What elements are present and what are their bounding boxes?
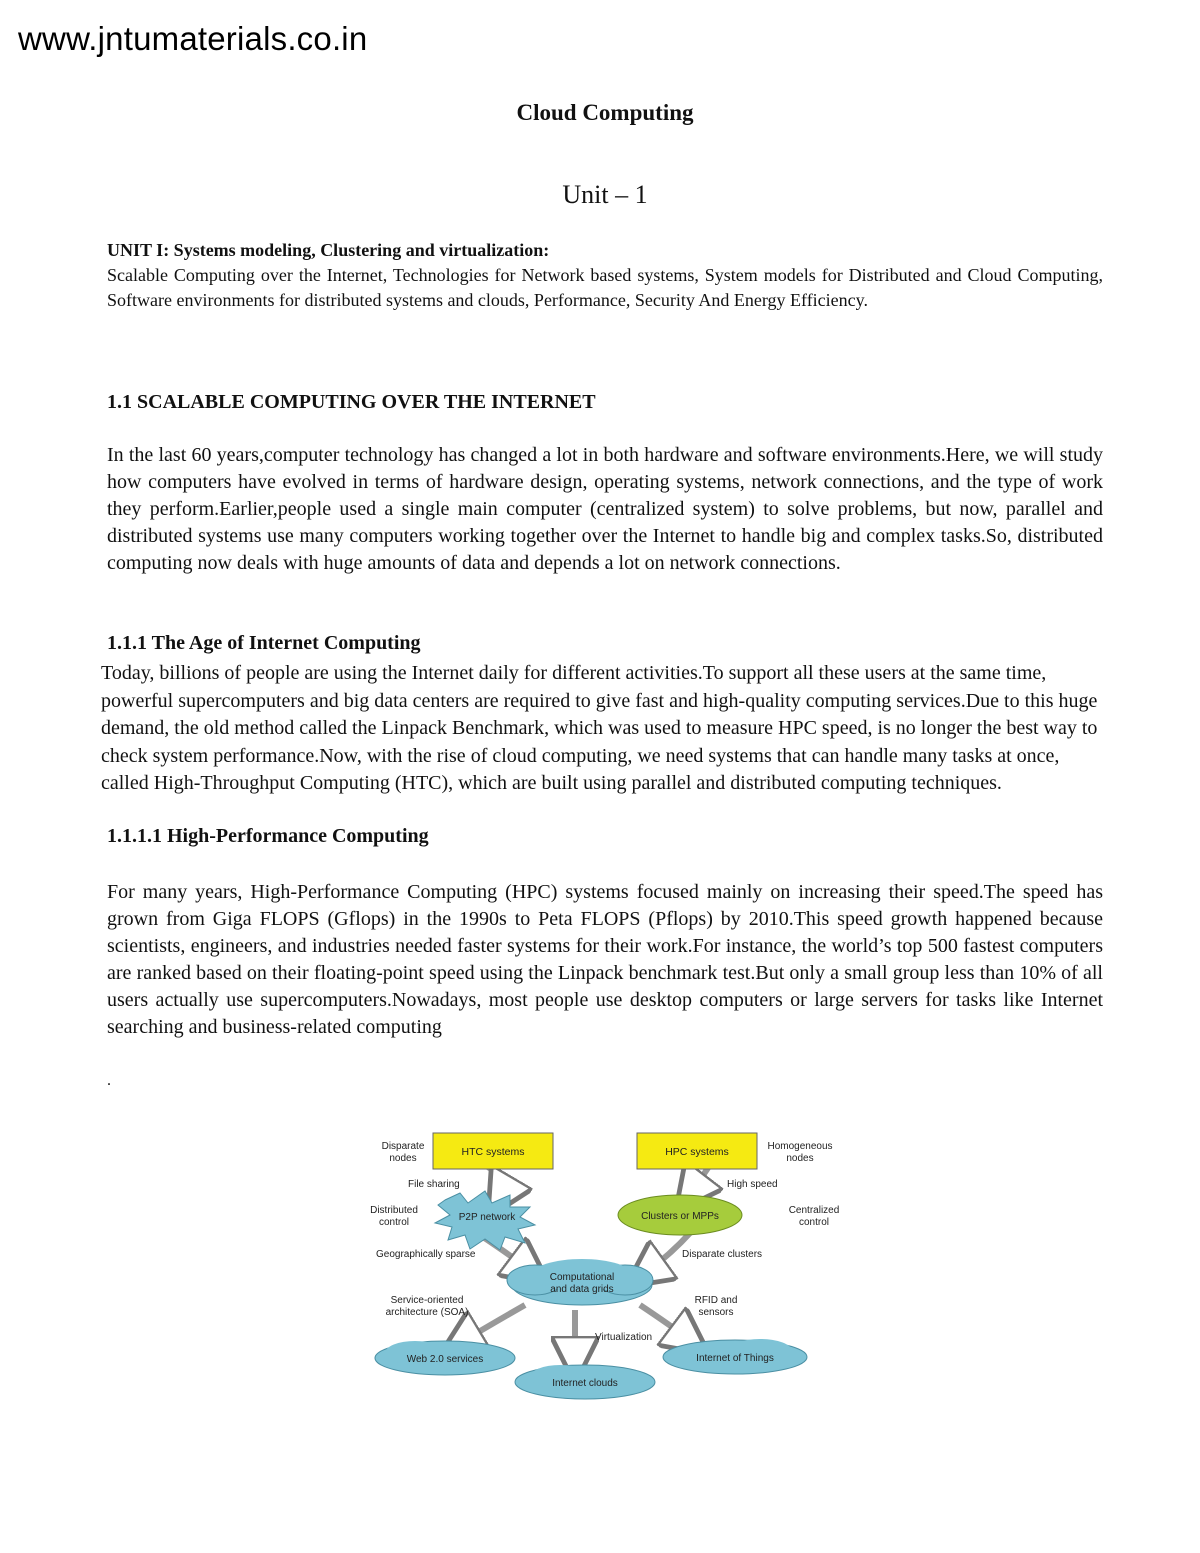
high-speed-label: High speed	[727, 1179, 778, 1190]
trailing-mark: .	[107, 1072, 111, 1089]
disparate-clusters-label: Disparate clusters	[682, 1249, 763, 1260]
hpc-systems-label: HPC systems	[665, 1146, 729, 1158]
arrow-grids-to-web20	[460, 1305, 525, 1343]
section-1-1-heading: 1.1 SCALABLE COMPUTING OVER THE INTERNET	[107, 391, 596, 413]
syllabus-heading: UNIT I: Systems modeling, Clustering and virtualization:	[107, 240, 550, 260]
section-1-1-1-1-text: For many years, High-Performance Computing (HPC) systems focused mainly on increasing their speed.The speed has grown from Giga FLOPS (Gflops) in the 1990s to Peta FLOPS (Pflops) by 2010.This speed growth happened because scientists, engineers, and industries needed faster systems for their work.For instance, the world’s top 500 fastest computers are ranked based on their floating-point speed using the Linpack benchmark test.But only a small group less than 10% of all users actually use supercomputers.Nowadays, most people use desktop computers or large servers for tasks like Internet searching and business-related computing	[107, 881, 1103, 1038]
computing-evolution-diagram	[360, 1125, 850, 1415]
homogeneous-nodes-label-2: nodes	[786, 1153, 814, 1164]
soa-label-2: architecture (SOA)	[385, 1307, 469, 1318]
disparate-nodes-label-1: Disparate	[381, 1141, 425, 1152]
disparate-nodes-label-2: nodes	[389, 1153, 417, 1164]
distributed-control-label-2: control	[378, 1217, 410, 1228]
distributed-control-label-1: Distributed	[370, 1205, 418, 1216]
virtualization-label: Virtualization	[595, 1332, 653, 1343]
soa-label-1: Service-oriented	[390, 1295, 464, 1306]
syllabus-topics: Scalable Computing over the Internet, Technologies for Network based systems, System models for Distributed and Cloud Computing, Software environments for distributed systems and clouds, Performance, Security And Energy Efficiency.	[107, 265, 1103, 310]
iot-label: Internet of Things	[696, 1353, 774, 1364]
htc-systems-label: HTC systems	[461, 1146, 525, 1158]
section-1-1-1-text: Today, billions of people are using the Internet daily for different activities.To support all these users at the same time, powerful supercomputers and big data centers are required to give fast and high-quality computing services.Due to this huge demand, the old method called the Linpack Benchmark, which was used to measure HPC speed, is no longer the best way to check system performance.Now, with the rise of cloud computing, we need systems that can handle many tasks at once, called High-Throughput Computing (HTC), which are built using parallel and distributed computing techniques.	[101, 662, 1098, 794]
clusters-label: Clusters or MPPs	[641, 1211, 719, 1222]
watermark: www.jntumaterials.co.in	[18, 20, 368, 57]
section-1-1-1-1-heading: 1.1.1.1 High-Performance Computing	[107, 825, 429, 847]
document-title: Cloud Computing	[516, 100, 694, 125]
grids-label-1: Computational	[549, 1272, 615, 1283]
arrow-htc-to-p2p	[485, 1165, 503, 1197]
unit-title: Unit – 1	[562, 180, 648, 209]
section-1-1-1-heading: 1.1.1 The Age of Internet Computing	[107, 632, 421, 654]
rfid-label-2: sensors	[698, 1307, 734, 1318]
p2p-network-label: P2P network	[458, 1212, 516, 1223]
file-sharing-label: File sharing	[408, 1179, 460, 1190]
homogeneous-nodes-label-1: Homogeneous	[767, 1141, 833, 1152]
section-1-1-text: In the last 60 years,computer technology has changed a lot in both hardware and software environments.Here, we will study how computers have evolved in terms of hardware design, operating systems, network connections, and the type of work they perform.Earlier,people used a single main computer (centralized system) to solve problems, but now, parallel and distributed systems use many computers working together over the Internet to handle big and complex tasks.So, distributed computing now deals with huge amounts of data and depends a lot on network connections.	[107, 444, 1103, 574]
rfid-label-1: RFID and	[694, 1295, 738, 1306]
centralized-control-label-1: Centralized	[788, 1205, 840, 1216]
internet-clouds-label: Internet clouds	[552, 1378, 618, 1389]
syllabus-block	[107, 238, 1103, 313]
web20-label: Web 2.0 services	[406, 1354, 484, 1365]
geo-sparse-label: Geographically sparse	[376, 1249, 476, 1260]
grids-label-2: and data grids	[550, 1284, 614, 1295]
centralized-control-label-2: control	[798, 1217, 830, 1228]
